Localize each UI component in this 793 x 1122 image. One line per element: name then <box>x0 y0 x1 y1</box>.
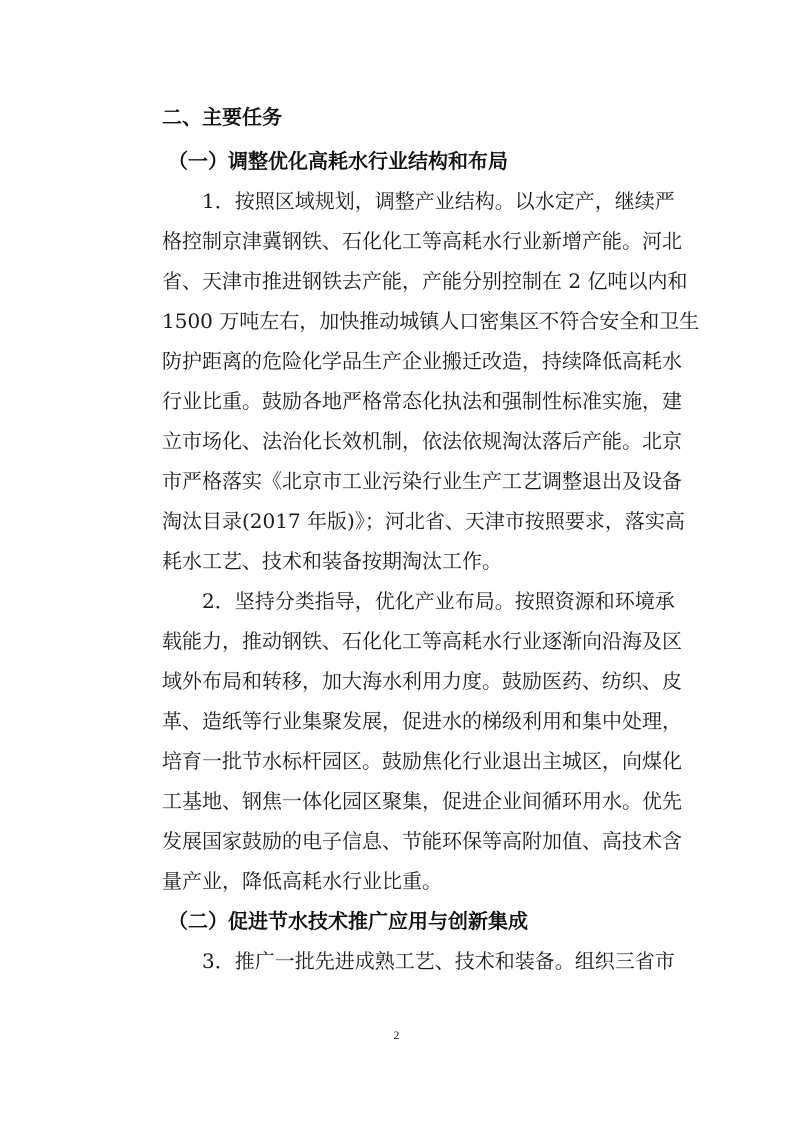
section-title-1: （一）调整优化高耗水行业结构和布局 <box>168 149 508 173</box>
paragraph-line: 革、造纸等行业集聚发展，促进水的梯级利用和集中处理， <box>162 709 682 733</box>
paragraph-line: 载能力，推动钢铁、石化化工等高耗水行业逐渐向沿海及区 <box>162 629 682 653</box>
paragraph-line: 1500 万吨左右，加快推动城镇人口密集区不符合安全和卫生 <box>162 309 700 333</box>
paragraph-line: 防护距离的危险化学品生产企业搬迁改造，持续降低高耗水 <box>162 349 682 373</box>
main-heading: 二、主要任务 <box>162 105 282 129</box>
paragraph-line: 立市场化、法治化长效机制，依法依规淘汰落后产能。北京 <box>162 429 682 453</box>
paragraph-line: 2．坚持分类指导，优化产业布局。按照资源和环境承 <box>202 589 675 613</box>
paragraph-line: 培育一批节水标杆园区。鼓励焦化行业退出主城区，向煤化 <box>162 749 682 773</box>
paragraph-line: 3．推广一批先进成熟工艺、技术和装备。组织三省市 <box>202 949 675 973</box>
paragraph-line: 市严格落实《北京市工业污染行业生产工艺调整退出及设备 <box>162 469 682 493</box>
section-title-2: （二）促进节水技术推广应用与创新集成 <box>168 909 528 933</box>
paragraph-line: 省、天津市推进钢铁去产能，产能分别控制在 2 亿吨以内和 <box>162 269 688 293</box>
paragraph-line: 工基地、钢焦一体化园区聚集，促进企业间循环用水。优先 <box>162 789 682 813</box>
page-number: 2 <box>393 1028 400 1042</box>
paragraph-line: 行业比重。鼓励各地严格常态化执法和强制性标准实施，建 <box>162 389 682 413</box>
paragraph-line: 1．按照区域规划，调整产业结构。以水定产，继续严 <box>202 189 675 213</box>
paragraph-line: 发展国家鼓励的电子信息、节能环保等高附加值、高技术含 <box>162 829 682 853</box>
paragraph-line: 格控制京津冀钢铁、石化化工等高耗水行业新增产能。河北 <box>162 229 682 253</box>
paragraph-line: 耗水工艺、技术和装备按期淘汰工作。 <box>162 549 502 573</box>
paragraph-line: 量产业，降低高耗水行业比重。 <box>162 869 442 893</box>
paragraph-line: 域外布局和转移，加大海水利用力度。鼓励医药、纺织、皮 <box>162 669 682 693</box>
paragraph-line: 淘汰目录(2017 年版)》；河北省、天津市按照要求，落实高 <box>162 509 685 533</box>
